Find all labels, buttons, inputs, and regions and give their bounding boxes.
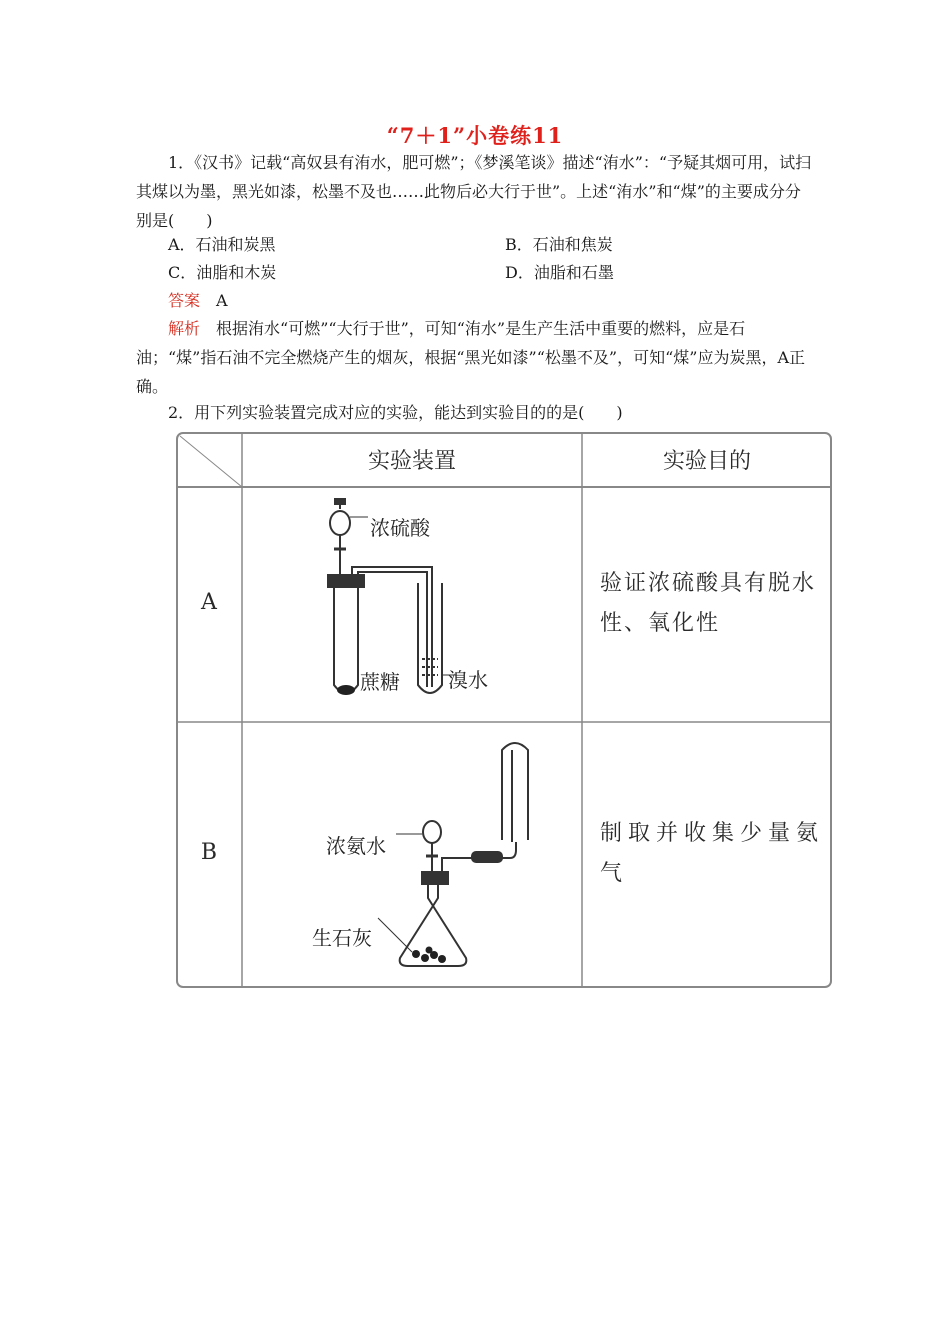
analysis-text: 根据洧水“可燃”“大行于世”，可知“洧水”是生产生活中重要的燃料，应是石油；“煤”指石油不完全燃烧产生的烟灰，根据“黑光如漆”“松墨不及”，可知“煤”应为炭黑，A正确。 — [136, 319, 805, 396]
sugar-pile — [337, 685, 355, 695]
page-title: “7＋1”小卷练11 — [386, 123, 564, 148]
inverted-tube — [502, 743, 528, 840]
q1-option-c: C．油脂和木炭 — [168, 263, 277, 282]
test-tube-right — [418, 583, 442, 693]
header-apparatus: 实验装置 — [367, 449, 456, 474]
label-bromine-water: 溴水 — [448, 668, 488, 692]
label-conc-sulfuric-acid: 浓硫酸 — [370, 516, 430, 540]
rubber-tube — [472, 852, 502, 862]
apparatus-b-diagram — [242, 722, 582, 987]
stopper-left — [328, 575, 364, 587]
dropping-funnel — [330, 511, 350, 535]
analysis-label: 解析 — [168, 319, 201, 338]
q1-option-d: D．油脂和石墨 — [505, 263, 614, 282]
delivery-tube-b — [442, 858, 472, 872]
q1-option-a: A．石油和炭黑 — [168, 235, 276, 254]
label-conc-ammonia: 浓氨水 — [326, 834, 386, 858]
label-quicklime: 生石灰 — [312, 926, 372, 950]
question-2-stem: 2．用下列实验装置完成对应的实验，能达到实验目的的是( ) — [168, 403, 623, 422]
dropping-funnel-b — [423, 821, 441, 843]
label-sucrose: 蔗糖 — [360, 670, 400, 694]
header-purpose: 实验目的 — [662, 449, 751, 474]
answer-value: A — [216, 291, 228, 310]
q1-answer-line — [168, 288, 228, 314]
stopper-flask — [422, 872, 448, 884]
answer-label: 答案 — [168, 291, 201, 310]
row-a-purpose: 验证浓硫酸具有脱水性、氧化性 — [600, 571, 817, 636]
test-tube-left — [334, 587, 358, 693]
row-a-label: A — [201, 590, 217, 615]
experiment-table — [176, 432, 832, 988]
question-1-stem: 1．《汉书》记载“高奴县有洧水，肥可燃”；《梦溪笔谈》描述“洧水”：“予疑其烟可用，试扫其煤以为墨，黑光如漆，松墨不及也……此物后必大行于世”。上述“洧水”和“煤”的主要成分分别是( ) — [136, 153, 812, 230]
row-b-label: B — [200, 840, 218, 865]
row-b-purpose: 制取并收集少量氨气 — [600, 821, 825, 886]
quicklime-lumps — [412, 947, 446, 964]
q1-option-b: B．石油和焦炭 — [505, 235, 613, 254]
q1-analysis — [136, 314, 816, 401]
